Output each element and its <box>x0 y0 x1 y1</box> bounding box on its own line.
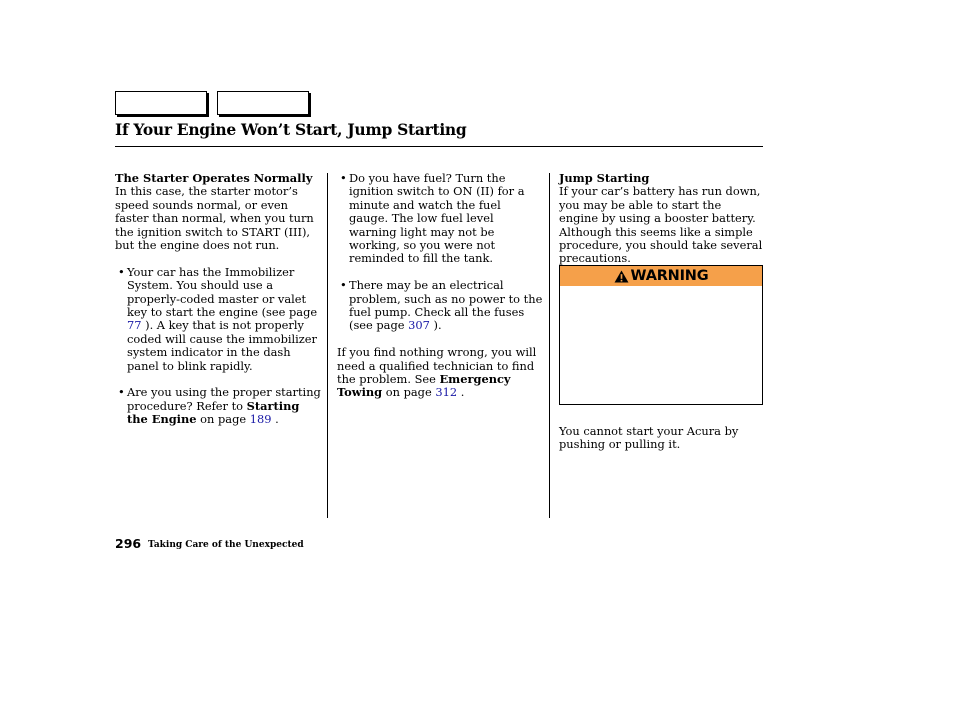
warning-header <box>560 266 762 286</box>
column-1 <box>115 172 321 427</box>
section-name: Taking Care of the Unexpected <box>148 540 304 550</box>
paragraph: If you find nothing wrong, you will need a qualified technician to find the problem. See Emergency Towing on page 312 . <box>337 345 537 400</box>
nav-button-main-menu[interactable] <box>115 91 207 115</box>
warning-label: WARNING <box>630 268 709 284</box>
nav-button-index[interactable] <box>217 91 309 115</box>
column-divider <box>327 173 328 518</box>
paragraph: If your car’s battery has run down, you may be able to start the engine by using a booster battery. Although this seems like a simple procedure, you should take several precautions. <box>559 184 763 266</box>
page-link[interactable]: 307 <box>408 318 430 333</box>
section-heading: Jump Starting <box>559 171 650 185</box>
paragraph: In this case, the starter motor’s speed sounds normal, or even faster than normal, when you turn the ignition switch to START (III), but the engine does not run. <box>115 184 314 253</box>
note-text: You cannot start your Acura by pushing or pulling it. <box>559 424 739 452</box>
list-item: • Your car has the Immobilizer System. You should use a properly-coded master or valet key to start the engine (see page 77 ). A key that is not properly coded will cause the immobilizer system indicator in the dash panel to blink rapidly. <box>115 266 321 373</box>
page-link[interactable]: 189 <box>249 412 272 427</box>
warning-triangle-icon <box>614 270 629 283</box>
list-item: • Are you using the proper starting procedure? Refer to Starting the Engine on page 189 . <box>115 386 321 426</box>
column-divider <box>549 173 550 518</box>
list-item: • Do you have fuel? Turn the ignition switch to ON (II) for a minute and watch the fuel gauge. The low fuel level warning light may not be working, so you were not reminded to fill the tank. <box>337 172 543 266</box>
page-number: 296 <box>115 536 142 551</box>
warning-box <box>559 265 763 405</box>
column-3 <box>559 172 763 266</box>
column-2 <box>337 172 543 400</box>
section-heading: The Starter Operates Normally <box>115 171 313 185</box>
page-link[interactable]: 312 <box>435 385 458 400</box>
title-divider <box>115 146 763 147</box>
list-item: • There may be an electrical problem, such as no power to the fuel pump. Check all the fuses (see page 307 ). <box>337 279 543 333</box>
page-link[interactable]: 77 <box>127 318 142 333</box>
page-title: If Your Engine Won’t Start, Jump Starting <box>115 120 467 139</box>
